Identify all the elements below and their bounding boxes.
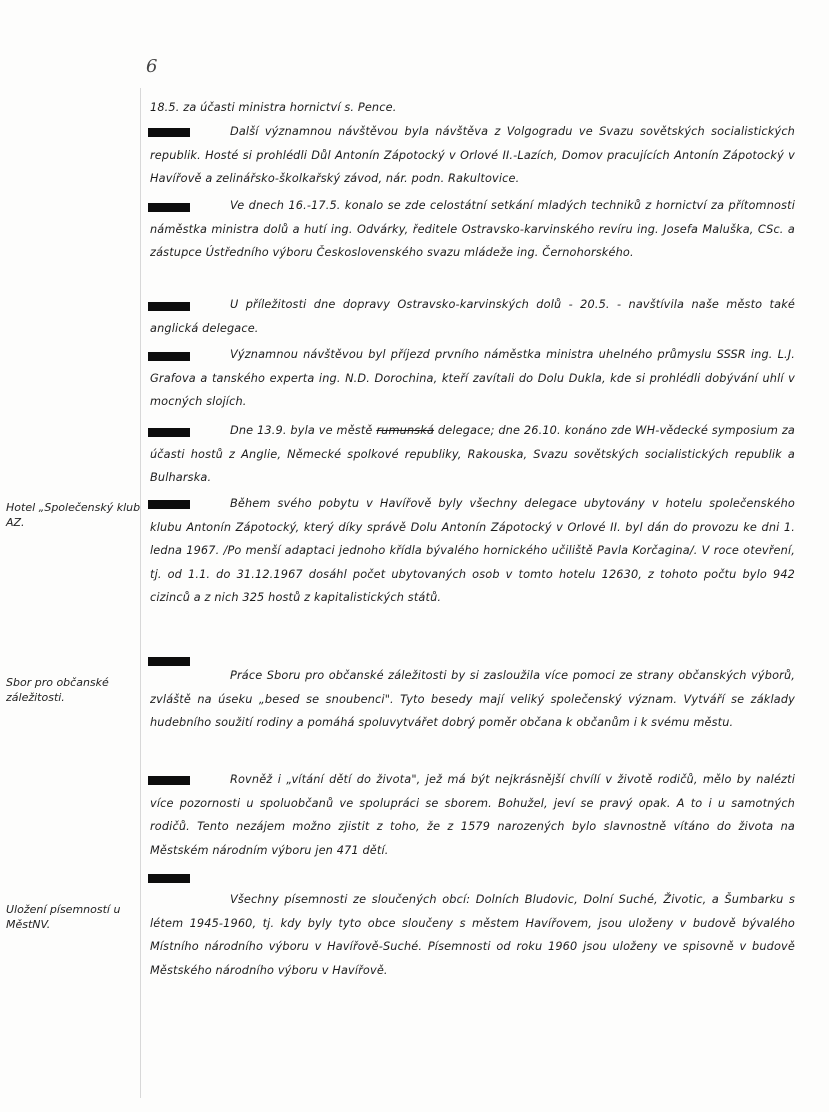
redaction-bar (148, 874, 190, 883)
paragraph-10-text: Všechny písemnosti ze sloučených obcí: Dolních Bludovic, Dolní Suché, Životic, a Šumbarku s létem 1945-1960, tj. kdy byly tyto obce sloučeny s městem Havířovem, jsou uloženy v budově bývalého Místního národního výboru v Havířově-Suché. Písemnosti od roku 1960 jsou uloženy ve spisovně v budově Městského národního výboru v Havířově. (150, 893, 795, 977)
paragraph-6-struck-word: rumunská (376, 424, 435, 437)
margin-note-hotel: Hotel „Společenský klub AZ. (6, 501, 141, 529)
margin-note-ulozeni: Uložení písemností u MěstNV. (6, 903, 121, 931)
paragraph-10 (150, 888, 795, 982)
paragraph-7-text: Během svého pobytu v Havířově byly všechny delegace ubytovány v hotelu společenského klubu Antonín Zápotocký, který díky správě Dolu Antonín Zápotocký v Orlové II. byl dán do provozu ke dni 1. ledna 1967. /Po menší adaptaci jednoho křídla bývalého hornického učiliště Pavla Korčagina/. V roce otevření, tj. od 1.1. do 31.12.1967 dosáhl počet ubytovaných osob v tomto hotelu 12630, z tohoto počtu bylo 942 cizinců a z nich 325 hostů z kapitalistických států. (150, 497, 795, 604)
paragraph-3 (150, 194, 795, 265)
margin-note-sbor: Sbor pro občanské záležitosti. (6, 676, 109, 704)
paragraph-5 (150, 343, 795, 414)
paragraph-6 (150, 419, 795, 490)
paragraph-9-text: Rovněž i „vítání dětí do života", jež má být nejkrásnější chvílí v životě rodičů, mělo by nalézti více pozornosti u spoluobčanů ve spolupráci se sborem. Bohužel, jeví se pravý opak. A to i u samotných rodičů. Tento nezájem možno zjistit z toho, že z 1579 narozených bylo slavnostně vítáno do života na Městském národním výboru jen 471 dětí. (150, 773, 795, 857)
margin-rule (140, 88, 141, 1098)
paragraph-9 (150, 768, 795, 862)
page-number: 6 (146, 56, 158, 77)
paragraph-7 (150, 492, 795, 610)
paragraph-6-text-b: delegace; dne 26.10. konáno zde WH-vědecké symposium za účasti hostů z Anglie, Německé spolkové republiky, Rakouska, Svazu sovětských socialistických republik a Bulharska. (150, 424, 795, 484)
paragraph-2-text: Další významnou návštěvou byla návštěva z Volgogradu ve Svazu sovětských socialistických republik. Hosté si prohlédli Důl Antonín Zápotocký v Orlové II.-Lazích, Domov pracujících Antonín Zápotocký v Havířově a zelinářsko-školkařský závod, nár. podn. Rakultovice. (150, 125, 795, 185)
paragraph-5-text: Významnou návštěvou byl příjezd prvního náměstka ministra uhelného průmyslu SSSR ing. L.J. Grafova a tanského experta ing. N.D. Dorochina, kteří zavítali do Dolu Dukla, kde si prohlédli dobývání uhlí v mocných slojích. (150, 348, 795, 408)
paragraph-4 (150, 293, 795, 340)
paragraph-3-text: Ve dnech 16.-17.5. konalo se zde celostátní setkání mladých techniků z hornictví za přítomnosti náměstka ministra dolů a hutí ing. Odvárky, ředitele Ostravsko-karvinského revíru ing. Josefa Maluška, CSc. a zástupce Ústředního výboru Československého svazu mládeže ing. Černohorského. (150, 199, 795, 259)
paragraph-8 (150, 664, 795, 735)
paragraph-8-text: Práce Sboru pro občanské záležitosti by si zasloužila více pomoci ze strany občanských výborů, zvláště na úseku „besed se snoubenci". Tyto besedy mají veliký společenský význam. Vytváří se základy hudebního soužití rodiny a pomáhá spoluvytvářet dobrý poměr občana k občanům i k svému městu. (150, 669, 795, 729)
paragraph-4-text: U příležitosti dne dopravy Ostravsko-karvinských dolů - 20.5. - navštívila naše město také anglická delegace. (150, 298, 795, 335)
paragraph-2 (150, 120, 795, 191)
paragraph-1: 18.5. za účasti ministra hornictví s. Pence. (150, 101, 397, 114)
paragraph-6-text-a: Dne 13.9. byla ve městě (230, 424, 373, 437)
